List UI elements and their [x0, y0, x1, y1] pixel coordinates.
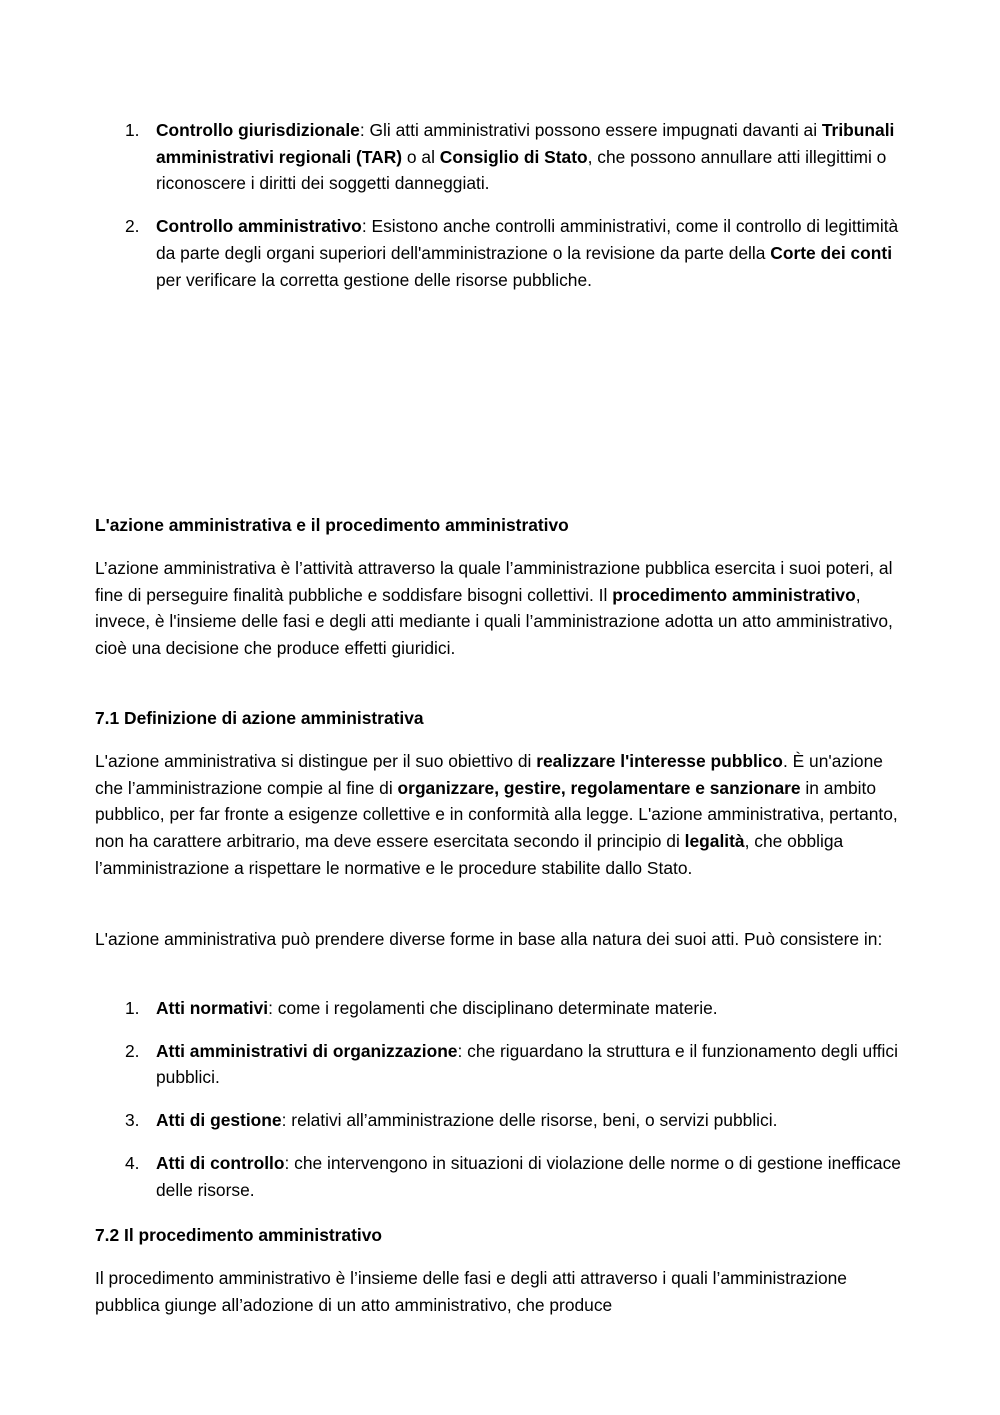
- section-heading: [95, 512, 910, 539]
- bold-term: Controllo amministrativo: [156, 216, 362, 237]
- text-run: in ambito pubblico, per far fronte a esigenze collettive e in conformità alla legge. L'azione amministrativa, pertanto, non ha carattere arbitrario, ma deve essere esercitata secondo il principio di: [95, 777, 898, 852]
- intro-paragraph: [95, 555, 910, 662]
- list-item-text: [156, 117, 908, 197]
- text-run: : come i regolamenti che disciplinano determinate materie.: [268, 998, 718, 1018]
- bold-term: Atti normativi: [156, 998, 269, 1018]
- heading-text: 7.1 Definizione di azione amministrativa: [95, 708, 424, 728]
- subsection-7-1-paragraph-2: [95, 926, 910, 953]
- text-run: , invece, è l'insieme delle fasi e degli atti mediante i quali l’amministrazione adotta un atto amministrativo, cioè una decisione che produce effetti giuridici.: [95, 584, 893, 659]
- text-run: : che intervengono in situazioni di violazione delle norme o di gestione inefficace delle risorse.: [156, 1152, 901, 1200]
- text-run: L'azione amministrativa si distingue per il suo obiettivo di: [95, 751, 537, 771]
- list-number: 4.: [125, 1152, 140, 1173]
- text-run: per verificare la corretta gestione delle risorse pubbliche.: [156, 269, 592, 290]
- list-item: [0, 213, 908, 293]
- list-item-text: [156, 213, 908, 293]
- list-number: 2.: [125, 216, 140, 237]
- bold-term: Atti di gestione: [156, 1110, 282, 1131]
- text-run: . È un'azione che l’amministrazione compie al fine di: [95, 751, 883, 798]
- list-item: [0, 1038, 908, 1091]
- paragraph-text: Il procedimento amministrativo è l’insieme delle fasi e degli atti attraverso i quali l’amministrazione pubblica giunge all’adozione di un atto amministrativo, che produce: [95, 1268, 847, 1315]
- bold-term: Controllo giurisdizionale: [156, 120, 360, 140]
- bold-term: Consiglio di Stato: [439, 146, 588, 167]
- bold-term: legalità: [684, 831, 745, 852]
- text-run: : che riguardano la struttura e il funzionamento degli uffici pubblici.: [156, 1040, 898, 1088]
- subsection-heading-7-2: [95, 1222, 910, 1249]
- text-run: o al: [402, 146, 440, 167]
- subsection-7-1-paragraph: [95, 748, 910, 882]
- heading-text: L'azione amministrativa e il procedimento amministrativo: [95, 515, 569, 535]
- text-run: L’azione amministrativa è l’attività attraverso la quale l’amministrazione pubblica esercita i suoi poteri, al fine di perseguire finalità pubbliche e soddisfare bisogni collettivi. Il: [95, 558, 893, 605]
- list-item: [0, 117, 908, 197]
- bold-term: procedimento amministrativo: [612, 584, 856, 605]
- list-number: 3.: [125, 1110, 140, 1131]
- text-run: : Esistono anche controlli amministrativi, come il controllo di legittimità da parte degli organi superiori dell'amministrazione o la revisione da parte della: [156, 216, 899, 263]
- text-run: : relativi all’amministrazione delle risorse, beni, o servizi pubblici.: [281, 1110, 778, 1131]
- bold-term: organizzare, gestire, regolamentare e sanzionare: [397, 777, 801, 798]
- bold-term: Atti amministrativi di organizzazione: [156, 1040, 458, 1061]
- text-run: , che obbliga l’amministrazione a rispettare le normative e le procedure stabilite dallo Stato.: [95, 831, 844, 878]
- subsection-heading-7-1: [95, 705, 910, 732]
- text-run: : Gli atti amministrativi possono essere impugnati davanti ai: [359, 120, 822, 140]
- list-number: 2.: [125, 1040, 140, 1061]
- bold-term: Atti di controllo: [156, 1152, 285, 1173]
- list-item: [0, 1107, 908, 1134]
- list-item: [0, 995, 908, 1022]
- bold-term: Corte dei conti: [770, 242, 893, 263]
- subsection-7-2-paragraph: [95, 1265, 910, 1318]
- paragraph-text: L'azione amministrativa può prendere diverse forme in base alla natura dei suoi atti. Può consistere in:: [95, 929, 883, 949]
- list-number: 1.: [125, 120, 140, 140]
- list-number: 1.: [125, 998, 140, 1018]
- top-numbered-list: [0, 117, 1000, 293]
- bold-term: Tribunali amministrativi regionali (TAR): [156, 120, 895, 167]
- bold-term: realizzare l'interesse pubblico: [536, 751, 783, 771]
- forms-numbered-list: [0, 995, 1000, 1203]
- heading-text: 7.2 Il procedimento amministrativo: [95, 1225, 383, 1245]
- text-run: , che possono annullare atti illegittimi o riconoscere i diritti dei soggetti danneggiati.: [156, 146, 887, 194]
- list-item: [0, 1150, 908, 1203]
